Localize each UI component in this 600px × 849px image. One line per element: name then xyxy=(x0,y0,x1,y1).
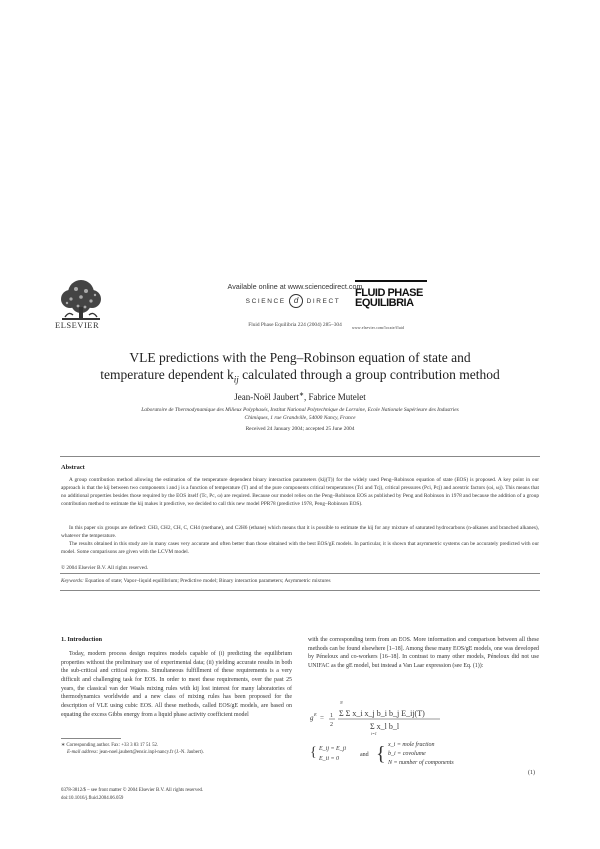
sciencedirect-at-icon: d xyxy=(289,294,303,308)
abstract-paragraph-2: In this paper six groups are defined: CH3, CH2, CH, C, CH4 (methane), and C2H6 (ethane) which means that it is possible to estimate the kij for any mixture of saturated hydrocarbons (n-alkanes and branched alkanes), whatever the temperature. xyxy=(61,525,539,540)
eq-sum-bottom: i=1 xyxy=(371,731,377,736)
journal-url[interactable]: www.elsevier.com/locate/fluid xyxy=(352,326,405,330)
equation-1 xyxy=(308,698,539,778)
author-list: Jean-Noël Jaubert∗, Fabrice Mutelet xyxy=(234,392,366,402)
author-1: Jean-Noël Jaubert xyxy=(234,392,299,402)
journal-logo-rule xyxy=(355,280,427,282)
doi-line[interactable]: doi:10.1016/j.fluid.2004.06.059 xyxy=(61,796,124,801)
sciencedirect-logo: SCIENCE d DIRECT xyxy=(188,294,398,308)
received-dates: Received 24 January 2004; accepted 25 June 2004 xyxy=(245,426,355,432)
available-online-text: Available online at www.sciencedirect.com xyxy=(227,282,363,291)
footnote-rule xyxy=(61,738,121,739)
eq-denominator: Σ x_l b_l xyxy=(370,722,400,731)
introduction-heading: 1. Introduction xyxy=(61,636,103,643)
keywords-text: Equation of state; Vapor–liquid equilibrium; Predictive model; Binary interaction parameters; Asymmetric mixtures xyxy=(83,578,331,584)
affiliation: Laboratoire de Thermodynamique des Milieux Polyphasés, Institut National Polytechnique de Lorraine, Ecole Nationale Supérieure des Industries Chimiques, 1 rue Grandville, 54000 Nancy, France xyxy=(141,407,459,421)
title-line-1: VLE predictions with the Peng–Robinson equation of state and xyxy=(129,350,471,365)
eq-condition-1: E_ij = E_ji xyxy=(319,746,347,752)
eq-sum-top: N xyxy=(340,700,343,705)
eq-and: and xyxy=(360,752,369,758)
eq-left-brace: { xyxy=(310,745,317,760)
keywords xyxy=(61,578,331,584)
eq-half-den: 2 xyxy=(330,722,333,728)
eq-definition-2: b_i = covolume xyxy=(388,751,426,757)
footnote-corresponding: ∗ Corresponding author. Fax: +33 3 83 17 51 52. xyxy=(61,743,159,748)
journal-logo xyxy=(355,288,427,320)
elsevier-tree-logo xyxy=(56,279,106,321)
issn-line: 0378-3812/$ – see front matter © 2004 Elsevier B.V. All rights reserved. xyxy=(61,788,204,793)
eq-lhs-sup: E xyxy=(314,712,317,717)
abstract-top-rule xyxy=(60,456,540,457)
journal-logo-line2: EQUILIBRIA xyxy=(355,297,414,309)
copyright-notice: © 2004 Elsevier B.V. All rights reserved. xyxy=(61,565,149,571)
eq-definition-3: N = number of components xyxy=(388,760,454,766)
keywords-bottom-rule xyxy=(60,590,540,591)
email-link[interactable]: jean-noel.jaubert@ensic.inpl-nancy.fr (J.-N. Jaubert). xyxy=(98,750,204,755)
keywords-label: Keywords: xyxy=(61,578,84,584)
article-title xyxy=(40,349,560,389)
author-2: Fabrice Mutelet xyxy=(308,392,366,402)
abstract-paragraph-1: A group contribution method allowing the estimation of the temperature dependent binary interaction parameters (kij(T)) for the widely used Peng–Robinson equation of state (EOS) is proposed. A key point in our approach is that the kij between two components i and j is a function of temperature (T) and of the pure components critical temperatures (Tci and Tcj), critical pressures (Pci, Pcj) and acentric factors (ωi, ωj). This means that no additional properties besides those required by the EOS itself (Tc, Pc, ω) are required. Because our model relies on the Peng–Robinson EOS as published by Peng and Robinson in 1978 and because the addition of a group contribution method to estimate the kij makes it predictive, we decided to call this new model PPR78 (predictive 1978, Peng–Robinson EOS). xyxy=(61,477,539,508)
title-line-2: temperature dependent $k_{ij}$ calculated through a group contribution method xyxy=(100,367,500,385)
abstract-paragraph-3: The results obtained in this study are in many cases very accurate and often better than those obtained with the best EOS/gE models. In particular, it is shown that asymmetric systems can be accurately predicted with our model. Some comparisons are given with the LCVM model. xyxy=(61,541,539,556)
abstract-bottom-rule xyxy=(60,573,540,574)
eq-half-num: 1 xyxy=(330,713,333,719)
equation-number: (1) xyxy=(528,770,535,776)
eq-right-brace: { xyxy=(376,743,386,765)
eq-numerator: Σ Σ x_i x_j b_i b_j E_ij(T) xyxy=(339,709,425,718)
corresponding-author-mark[interactable]: ∗ xyxy=(298,392,305,398)
eq-equals: = xyxy=(320,714,324,722)
eq-definition-1: x_i = mole fraction xyxy=(388,742,435,748)
introduction-left-column: Today, modern process design requires models capable of (i) predicting the equilibrium properties without the preliminary use of experimental data; (ii) yielding accurate results in both the sub-critical and critical regions. Simultaneous fulfillment of these requirements is a very difficult and challenging task for EOS. In order to meet these requirements, over the past 25 years, the classical van der Waals mixing rules with kij lost interest for many laboratories of thermodynamics worldwide and a new class of mixing rules has been proposed for the description of VLE using cubic EOS. All these methods, called EOS/gE models, are based on equating the excess Gibbs energy from a liquid phase activity coefficient model xyxy=(61,651,292,718)
footnote-email: E-mail address: jean-noel.jaubert@ensic.inpl-nancy.fr (J.-N. Jaubert). xyxy=(67,750,204,755)
publisher-name: ELSEVIER xyxy=(55,320,100,330)
eq-lhs: g xyxy=(310,714,314,722)
journal-logo-line1: FLUID PHASE xyxy=(355,287,423,299)
journal-reference: Fluid Phase Equilibria 224 (2004) 285–304 xyxy=(248,322,342,328)
eq-condition-2: E_ii = 0 xyxy=(319,756,340,762)
introduction-right-column: with the corresponding term from an EOS. More information and comparison between all these methods can be found elsewhere [1–18]. Among these many EOS/gE models, one was developed by Péneloux and co-workers [16–18]. In contrast to many other models, Péneloux did not use UNIFAC as the gE model, but instead a Van Laar expression (see Eq. (1)): xyxy=(308,637,539,669)
abstract-heading: Abstract xyxy=(61,464,85,471)
